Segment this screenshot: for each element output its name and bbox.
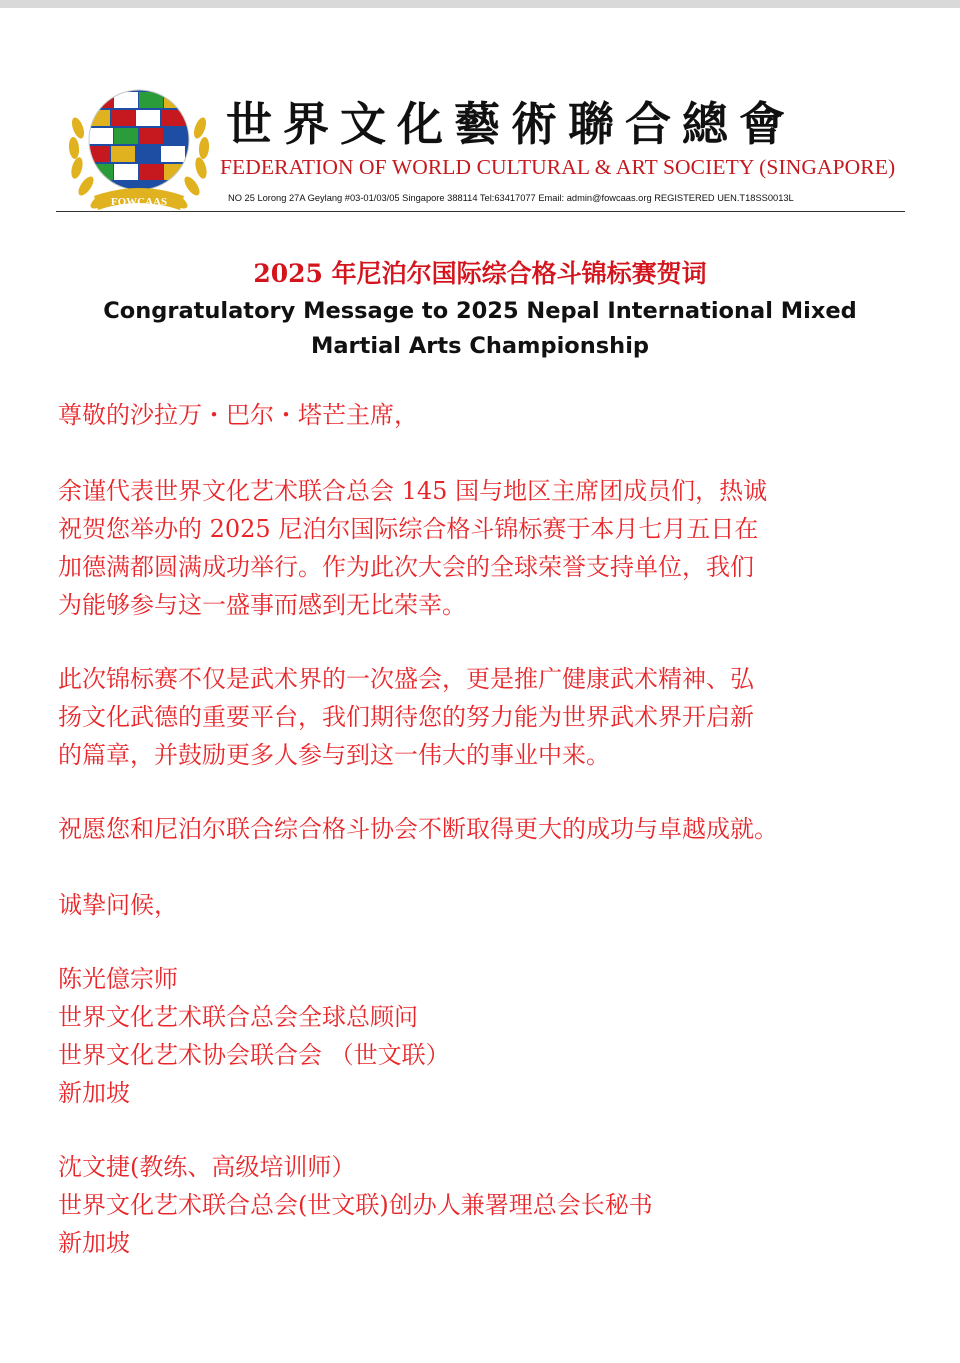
signatory-title: 世界文化艺术联合总会(世文联)创办人兼署理总会长秘书 (58, 1191, 653, 1219)
signatory-organization: 世界文化艺术协会联合会 （世文联） (58, 1041, 450, 1069)
signatory-location: 新加坡 (58, 1079, 130, 1107)
paragraph-2 (58, 660, 928, 774)
signatory-title: 世界文化艺术联合总会全球总顾问 (58, 1003, 418, 1031)
paragraph-line: 祝贺您举办的 2025 尼泊尔国际综合格斗锦标赛于本月七月五日在 (58, 515, 759, 543)
paragraph-line: 余谨代表世界文化艺术联合总会 145 国与地区主席团成员们，热诚 (58, 477, 768, 505)
organization-address: NO 25 Lorong 27A Geylang #03-01/03/05 Singapore 388114 Tel:63417077 Email: admin@fowcaas.org REGISTERED UEN.T18SS0013L (228, 193, 794, 203)
organization-english-name: FEDERATION OF WORLD CULTURAL & ART SOCIETY (SINGAPORE) (220, 155, 896, 179)
signatory-name: 沈文捷(教练、高级培训师） (58, 1153, 356, 1181)
paragraph-3: 祝愿您和尼泊尔联合综合格斗协会不断取得更大的成功与卓越成就。 (58, 815, 778, 843)
letterhead (0, 60, 960, 215)
paragraph-line: 为能够参与这一盛事而感到无比荣幸。 (58, 591, 466, 619)
closing: 诚挚问候， (58, 891, 178, 919)
globe-laurel-logo (64, 78, 214, 228)
paragraph-line: 扬文化武德的重要平台，我们期待您的努力能为世界武术界开启新 (58, 703, 754, 731)
signatory-2 (58, 1148, 928, 1262)
top-strip (0, 0, 960, 8)
paragraph-line: 的篇章，并鼓励更多人参与到这一伟大的事业中来。 (58, 741, 610, 769)
paragraph-line: 加德满都圆满成功举行。作为此次大会的全球荣誉支持单位，我们 (58, 553, 754, 581)
title-chinese: 2025 年尼泊尔国际综合格斗锦标赛贺词 (253, 259, 707, 288)
salutation: 尊敬的沙拉万・巴尔・塔芒主席， (58, 401, 418, 429)
paragraph-1 (58, 472, 928, 624)
logo-text: FOWCAAS (110, 196, 168, 208)
signatory-name: 陈光億宗师 (58, 965, 178, 993)
paragraph-line: 此次锦标赛不仅是武术界的一次盛会，更是推广健康武术精神、弘 (58, 665, 754, 693)
organization-chinese-name: 世界文化藝術聯合總會 (226, 97, 796, 151)
letterhead-divider (56, 211, 905, 212)
title-english: Congratulatory Message to 2025 Nepal International Mixed Martial Arts Championship (103, 298, 857, 359)
signatory-1 (58, 960, 928, 1112)
signatory-location: 新加坡 (58, 1229, 130, 1257)
